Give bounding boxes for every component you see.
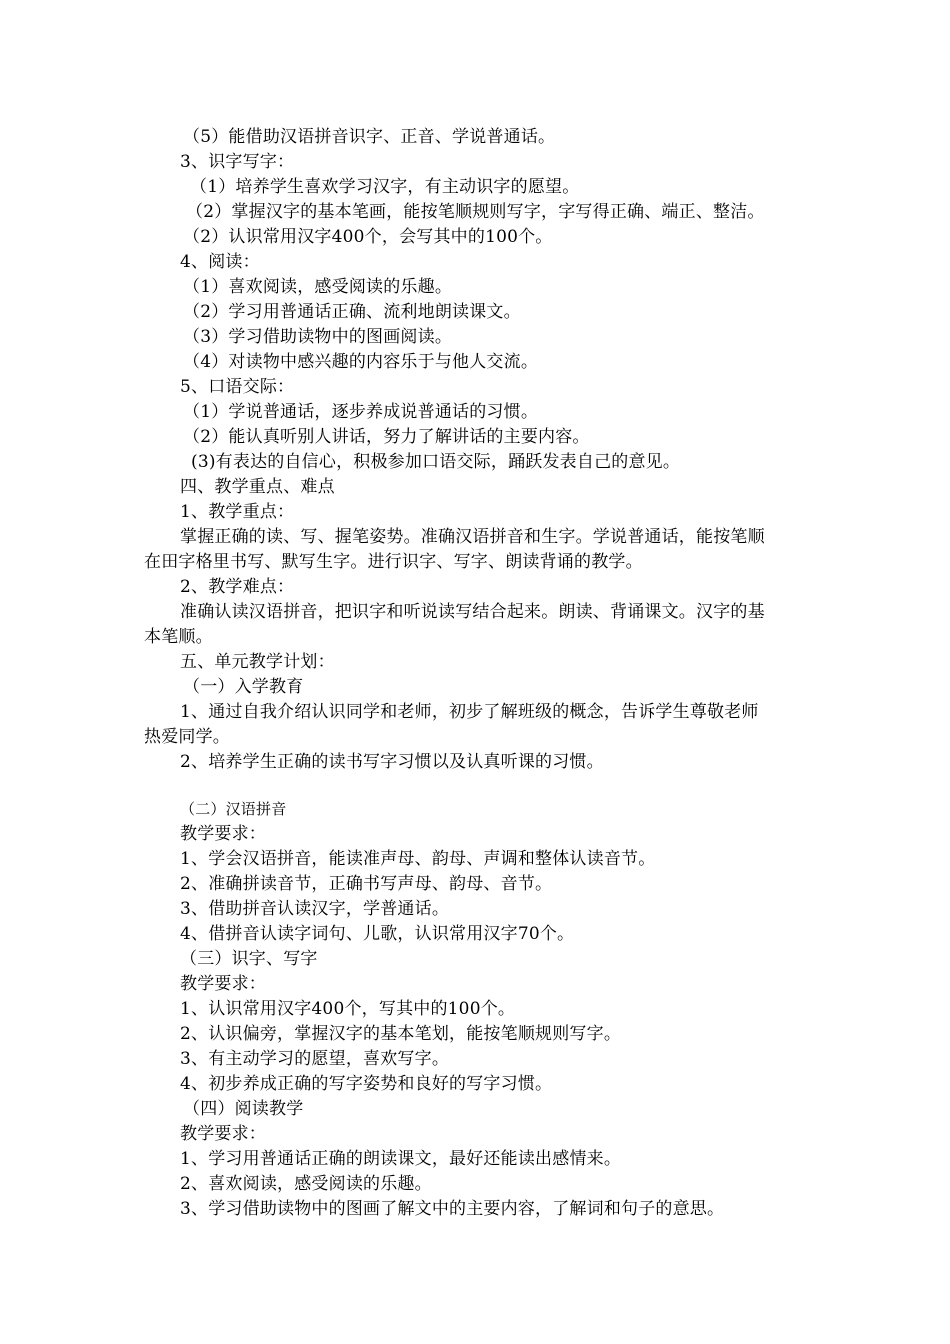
text-line: 在田字格里书写、默写生字。进行识字、写字、朗读背诵的教学。 — [144, 552, 643, 572]
text-line: （1）培养学生喜欢学习汉字，有主动识字的愿望。 — [190, 177, 580, 197]
text-line: 3、识字写字： — [180, 152, 295, 172]
text-line: 3、学习借助读物中的图画了解文中的主要内容，了解词和句子的意思。 — [180, 1199, 725, 1219]
text-line: （3）学习借助读物中的图画阅读。 — [183, 327, 453, 347]
text-line: （2）学习用普通话正确、流利地朗读课文。 — [183, 302, 521, 322]
text-line: 1、学习用普通话正确的朗读课文，最好还能读出感情来。 — [180, 1149, 622, 1169]
text-line: 2、教学难点： — [180, 577, 295, 597]
text-line: （2）掌握汉字的基本笔画，能按笔顺规则写字，字写得正确、端正、整洁。 — [186, 202, 765, 222]
text-line: 教学要求： — [180, 1124, 266, 1144]
text-line: 4、借拼音认读字词句、儿歌，认识常用汉字70个。 — [180, 924, 575, 944]
text-line: 热爱同学。 — [144, 727, 230, 747]
text-line: 3、有主动学习的愿望，喜欢写字。 — [180, 1049, 450, 1069]
text-line: 教学要求： — [180, 824, 266, 844]
text-line: 1、通过自我介绍认识同学和老师，初步了解班级的概念，告诉学生尊敬老师 — [180, 702, 759, 722]
text-line: 2、准确拼读音节，正确书写声母、韵母、音节。 — [180, 874, 553, 894]
text-line: 1、教学重点： — [180, 502, 295, 522]
section-heading: 四、教学重点、难点 — [180, 477, 335, 497]
text-line: （1）学说普通话，逐步养成说普通话的习惯。 — [183, 402, 539, 422]
text-line: （三）识字、写字 — [180, 949, 318, 969]
text-line: 2、认识偏旁，掌握汉字的基本笔划，能按笔顺规则写字。 — [180, 1024, 622, 1044]
text-line: 掌握正确的读、写、握笔姿势。准确汉语拼音和生字。学说普通话，能按笔顺 — [180, 527, 765, 547]
text-line: 准确认读汉语拼音，把识字和听说读写结合起来。朗读、背诵课文。汉字的基 — [180, 602, 765, 622]
text-line: (3)有表达的自信心，积极参加口语交际，踊跃发表自己的意见。 — [191, 452, 681, 472]
text-line: 3、借助拼音认读汉字，学普通话。 — [180, 899, 450, 919]
text-line: （2）能认真听别人讲话，努力了解讲话的主要内容。 — [183, 427, 590, 447]
section-heading: 五、单元教学计划： — [180, 652, 335, 672]
text-line: 2、培养学生正确的读书写字习惯以及认真听课的习惯。 — [180, 752, 604, 772]
text-line: （二）汉语拼音 — [180, 800, 287, 818]
text-line: 1、认识常用汉字400个，写其中的100个。 — [180, 999, 516, 1019]
text-line: （2）认识常用汉字400个，会写其中的100个。 — [183, 227, 553, 247]
text-line: 5、口语交际： — [180, 377, 295, 397]
text-line: 教学要求： — [180, 974, 266, 994]
text-line: 4、初步养成正确的写字姿势和良好的写字习惯。 — [180, 1074, 553, 1094]
text-line: （四）阅读教学 — [183, 1099, 304, 1119]
text-line: （一）入学教育 — [183, 677, 304, 697]
text-line: （5）能借助汉语拼音识字、正音、学说普通话。 — [183, 127, 556, 147]
text-line: （4）对读物中感兴趣的内容乐于与他人交流。 — [183, 352, 539, 372]
text-line: 2、喜欢阅读，感受阅读的乐趣。 — [180, 1174, 432, 1194]
text-line: （1）喜欢阅读，感受阅读的乐趣。 — [183, 277, 453, 297]
text-line: 1、学会汉语拼音，能读准声母、韵母、声调和整体认读音节。 — [180, 849, 656, 869]
text-line: 本笔顺。 — [144, 627, 213, 647]
text-line: 4、阅读： — [180, 252, 260, 272]
